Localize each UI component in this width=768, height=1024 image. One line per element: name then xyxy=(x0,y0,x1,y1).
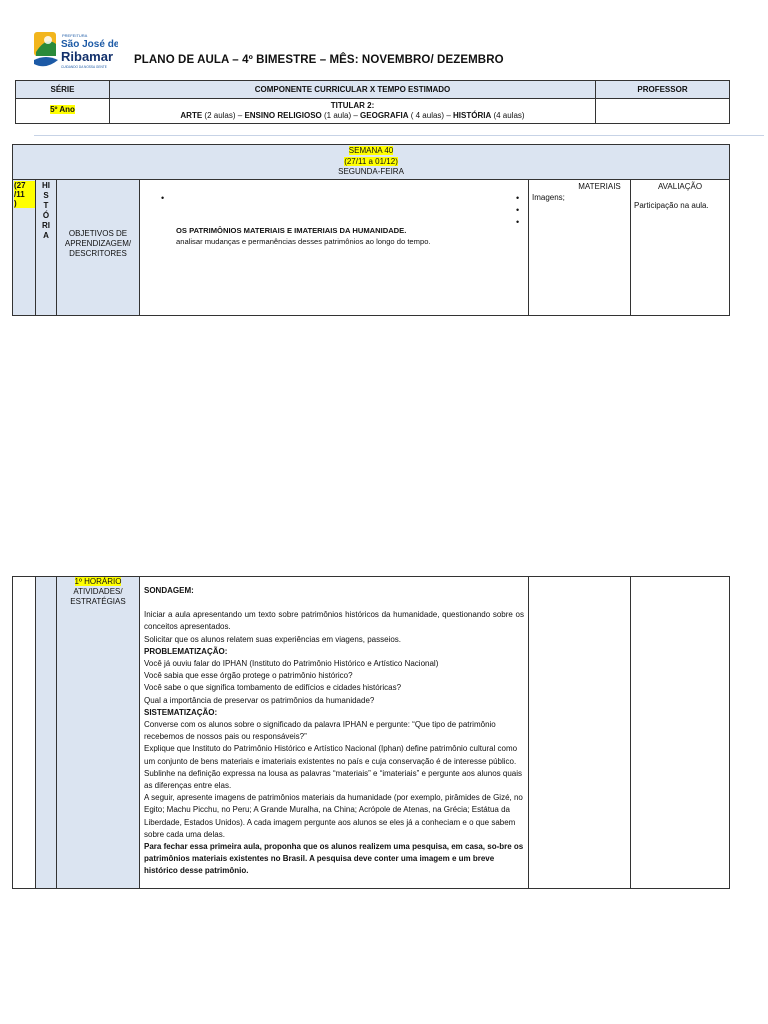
subject-cell xyxy=(36,180,57,316)
week-number: SEMANA 40 xyxy=(348,146,394,155)
final-instruction: Para fechar essa primeira aula, proponha que os alunos realizem uma pesquisa, em casa, so-bre os patrimônios materiais existentes no Brasil. A pesquisa deve conter uma imagem e um breve histórico desse patrimônio. xyxy=(144,842,524,876)
component-time: (1 aula) xyxy=(324,111,352,120)
components-line: ARTE (2 aulas) – ENSINO RELIGIOSO (1 aula) – GEOGRAFIA ( 4 aulas) – HISTÓRIA (4 aulas) xyxy=(180,111,525,120)
materiais-label: MATERIAIS xyxy=(578,182,621,191)
component-name: ARTE xyxy=(180,111,203,120)
subject-letter: A xyxy=(43,231,49,240)
sondagem-text: Iniciar a aula apresentando um texto sobre patrimônios históricos da humanidade, questionando sobre os conceitos apresentados. xyxy=(144,610,524,632)
sondagem-text2: Solicitar que os alunos relatem suas experiências em viagens, passeios. xyxy=(144,634,402,644)
logo-line3: Ribamar xyxy=(61,49,114,64)
componente-header: COMPONENTE CURRICULAR X TEMPO ESTIMADO xyxy=(110,81,596,99)
activities-table xyxy=(12,576,730,889)
week-header xyxy=(13,145,730,180)
week-range: (27/11 a 01/12) xyxy=(344,156,398,166)
serie-header: SÉRIE xyxy=(16,81,110,99)
problematizacao-line: Qual a importância de preservar os patrimônios da humanidade? xyxy=(144,695,375,705)
component-name: ENSINO RELIGIOSO xyxy=(244,111,322,120)
componente-cell xyxy=(110,99,596,124)
sistematizacao-paragraph: Converse com os alunos sobre o significado da palavra IPHAN e pergunte: “Que tipo de patrimônio recebemos de nossos pais ou responsáveis?” xyxy=(144,720,496,742)
document-title: PLANO DE AULA – 4º BIMESTRE – MÊS: NOVEMBRO/ DEZEMBRO xyxy=(134,54,504,66)
serie-cell xyxy=(16,99,110,124)
serie-value: 5º Ano xyxy=(50,105,75,114)
sistematizacao-title: SISTEMATIZAÇÃO: xyxy=(144,707,218,717)
divider-line xyxy=(34,135,764,136)
activities-avaliacao-cell xyxy=(631,577,730,889)
subject-letter: S xyxy=(43,191,49,200)
bullet: • xyxy=(516,205,520,215)
sondagem-title: SONDAGEM: xyxy=(144,586,194,595)
problematizacao-line: Você sabia que esse órgão protege o patrimônio histórico? xyxy=(144,671,353,681)
objetivos-label: DESCRITORES xyxy=(69,249,127,258)
logo-line1: PREFEITURA xyxy=(62,33,88,38)
subject-letter: T xyxy=(43,201,49,210)
activities-materiais-cell xyxy=(529,577,631,889)
subject-letter: HI xyxy=(42,181,50,190)
titular-label: TITULAR 2: xyxy=(330,101,375,110)
objective-text-block xyxy=(176,225,431,247)
component-time: ( 4 aulas) xyxy=(410,111,445,120)
problematizacao-title: PROBLEMATIZAÇÃO: xyxy=(144,646,228,656)
week-table xyxy=(12,144,730,316)
professor-cell xyxy=(596,99,730,124)
avaliacao-cell xyxy=(631,180,730,316)
sistematizacao-paragraph: A seguir, apresente imagens de patrimônios materiais da humanidade (por exemplo, pirâmides de Gizé, no Egito; Machu Picchu, no Peru; A Grande Muralha, na China; Acrópole de Atenas, na Grécia; Estátua da Liberdade, Estados Unidos). A cada imagem pergunte aos alunos se eles já a conheciam e o que sabem sobre cada uma delas. xyxy=(144,793,523,839)
sistematizacao-paragraph: Explique que Instituto do Patrimônio Histórico e Artístico Nacional (Iphan) define patrimônio cultural como um conjunto de bens materiais e imateriais existentes no país e cuja conservação é de interesse público. Sublinhe na definição expressa na lousa as palavras “materiais” e “imateriais” e pergunte aos alunos quais as diferenças entre elas. xyxy=(144,744,522,791)
objective-title: OS PATRIMÔNIOS MATERIAIS E IMATERIAIS DA HUMANIDADE. xyxy=(176,226,407,235)
activities-content xyxy=(144,585,524,878)
objetivos-content-cell xyxy=(140,180,529,316)
objective-text: analisar mudanças e permanências desses patrimônios ao longo do tempo. xyxy=(176,237,431,246)
date-line: ) xyxy=(14,199,35,208)
component-name: HISTÓRIA xyxy=(453,111,492,120)
materiais-cell xyxy=(529,180,631,316)
bullet: • xyxy=(516,217,520,227)
problematizacao-line: Você sabe o que significa tombamento de edifícios e cidades históricas? xyxy=(144,683,402,693)
date-cell xyxy=(13,180,36,316)
date-line: (27 xyxy=(14,181,35,190)
logo-line4: CUIDANDO DA NOSSA GENTE xyxy=(61,65,107,69)
activities-subject-cell xyxy=(36,577,57,889)
header-table xyxy=(15,80,730,124)
avaliacao-label: AVALIAÇÃO xyxy=(657,182,703,191)
avaliacao-value: Participação na aula. xyxy=(634,201,709,210)
component-time: (4 aulas) xyxy=(493,111,525,120)
activities-date-cell xyxy=(13,577,36,889)
activities-label-cell xyxy=(57,577,140,889)
activities-content-cell xyxy=(140,577,529,889)
subject-letter: Ó xyxy=(42,211,50,220)
objetivos-label: APRENDIZAGEM/ xyxy=(64,239,132,248)
component-name: GEOGRAFIA xyxy=(360,111,409,120)
school-logo xyxy=(32,30,118,72)
date-line: /11 xyxy=(14,190,35,199)
activities-label: ESTRATÉGIAS xyxy=(70,597,126,606)
component-time: (2 aulas) xyxy=(204,111,236,120)
horario-badge: 1º HORÁRIO xyxy=(74,577,122,586)
bullet: • xyxy=(516,193,520,203)
problematizacao-line: Você já ouviu falar do IPHAN (Instituto do Patrimônio Histórico e Artístico Nacional) xyxy=(144,659,439,669)
logo-emblem-icon xyxy=(32,30,118,72)
activities-label: ATIVIDADES/ xyxy=(73,587,123,596)
bullet: • xyxy=(161,193,165,203)
week-day: SEGUNDA-FEIRA xyxy=(338,167,404,176)
objetivos-label-cell xyxy=(57,180,140,316)
subject-letter: RI xyxy=(42,221,50,230)
objetivos-label: OBJETIVOS DE xyxy=(68,229,128,238)
logo-line2: São José de xyxy=(61,39,118,50)
professor-header: PROFESSOR xyxy=(596,81,730,99)
materiais-value: Imagens; xyxy=(532,193,565,202)
